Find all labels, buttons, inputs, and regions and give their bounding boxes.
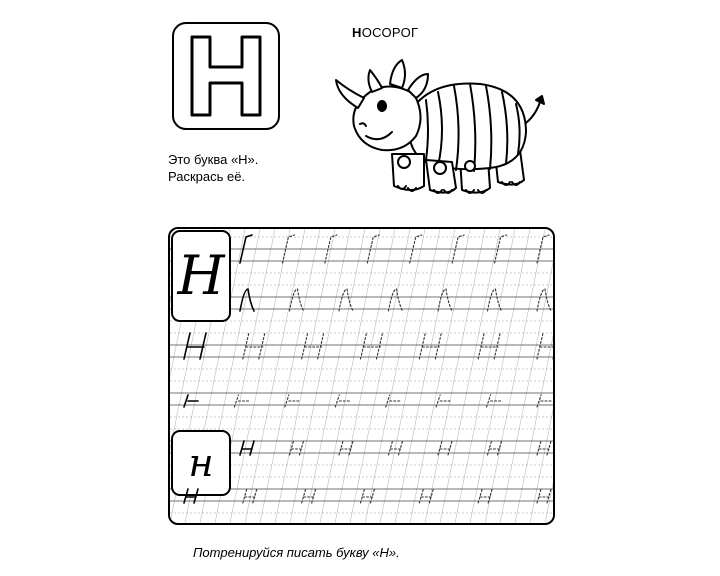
letter-card [172, 22, 280, 130]
tracing-glyph [184, 333, 206, 359]
practice-instruction: Потренируйся писать букву «Н». [193, 545, 400, 560]
rhino-icon [330, 50, 550, 210]
tracing-glyph [438, 289, 452, 311]
tracing-glyph [339, 289, 353, 311]
sample-lower-box-letter: н [188, 440, 214, 486]
word-first-letter: Н [352, 25, 362, 40]
tracing-glyph [290, 289, 304, 311]
practice-lines [170, 229, 553, 523]
slant-guide-line [530, 229, 553, 523]
word-label [352, 25, 418, 40]
outlined-letter-n-icon [186, 33, 266, 119]
tracing-glyph [243, 333, 265, 359]
caption-line-2: Раскрась её. [168, 169, 246, 184]
tracing-glyph [537, 333, 553, 359]
tracing-glyph [302, 333, 324, 359]
caption-line-1: Это буква «Н». [168, 152, 259, 167]
tracing-glyph [361, 333, 383, 359]
tracing-glyph [488, 289, 502, 311]
word-rest: ОСОРОГ [361, 25, 419, 40]
sample-upper-box-letter: Н [177, 244, 225, 307]
instruction-caption [168, 151, 258, 185]
tracing-glyph [419, 333, 441, 359]
handwriting-practice-sheet [168, 227, 555, 525]
